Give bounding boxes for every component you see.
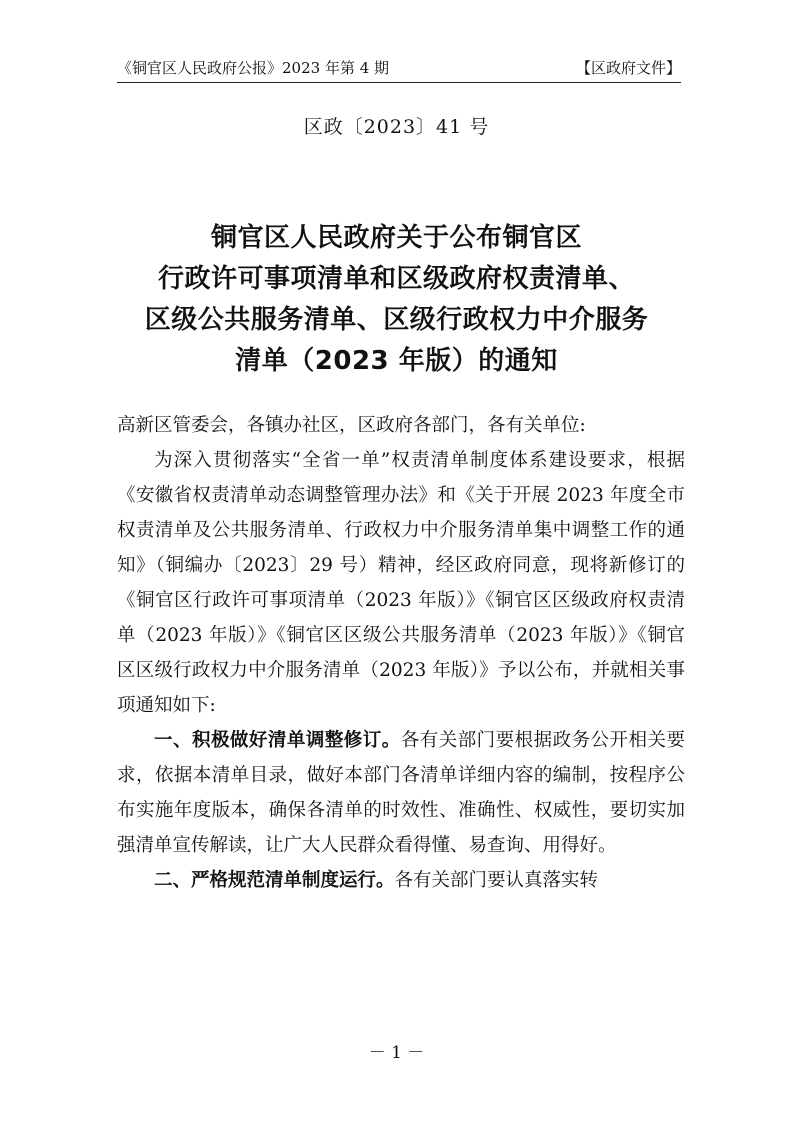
title-line: 清单（2023 年版）的通知 bbox=[235, 346, 558, 376]
section-2-heading: 二、严格规范清单制度运行。 bbox=[154, 870, 395, 891]
section-1-text: 各有关部门要根据政务公开相关要求，依据本清单目录，做好本部门各清单详细内容的编制，按程序公布实施年度版本，确保各清单的时效性、准确性、权威性，要切实加强清单宣传解读，让广大人民群众看得懂、易查询、用得好。 bbox=[117, 730, 685, 856]
section-2-text: 各有关部门要认真落实转 bbox=[394, 870, 599, 891]
page-header bbox=[117, 58, 681, 84]
section-1-paragraph bbox=[117, 723, 685, 863]
document-body bbox=[117, 408, 685, 898]
header-publication-title: 《铜官区人民政府公报》2023 年第 4 期 bbox=[117, 59, 390, 77]
page-number: － 1 － bbox=[368, 1043, 425, 1063]
title-line: 区级公共服务清单、区级行政权力中介服务 bbox=[144, 305, 649, 335]
section-2-paragraph bbox=[117, 863, 685, 898]
title-line: 铜官区人民政府关于公布铜官区 bbox=[210, 223, 582, 253]
document-title bbox=[100, 218, 693, 382]
salutation: 高新区管委会，各镇办社区，区政府各部门，各有关单位: bbox=[117, 415, 586, 436]
document-number: 区政〔2023〕41 号 bbox=[303, 116, 490, 138]
header-section-label: 【区政府文件】 bbox=[575, 59, 681, 77]
section-1-heading: 一、积极做好清单调整修订。 bbox=[154, 730, 401, 751]
title-line: 行政许可事项清单和区级政府权责清单、 bbox=[157, 264, 635, 294]
header-divider bbox=[117, 82, 681, 83]
intro-paragraph: 为深入贯彻落实“全省一单”权责清单制度体系建设要求，根据《安徽省权责清单动态调整管理办法》和《关于开展 2023 年度全市权责清单及公共服务清单、行政权力中介服务清单集中调整工作的通知》（铜编办〔2023〕29 号）精神，经区政府同意，现将新修订的《铜官区行政许可事项清单（2023 年版）》《铜官区区级政府权责清单（2023 年版）》《铜官区区级公共服务清单（2023 年版）》《铜官区区级行政权力中介服务清单（2023 年版）》予以公布，并就相关事项通知如下: bbox=[117, 450, 685, 716]
